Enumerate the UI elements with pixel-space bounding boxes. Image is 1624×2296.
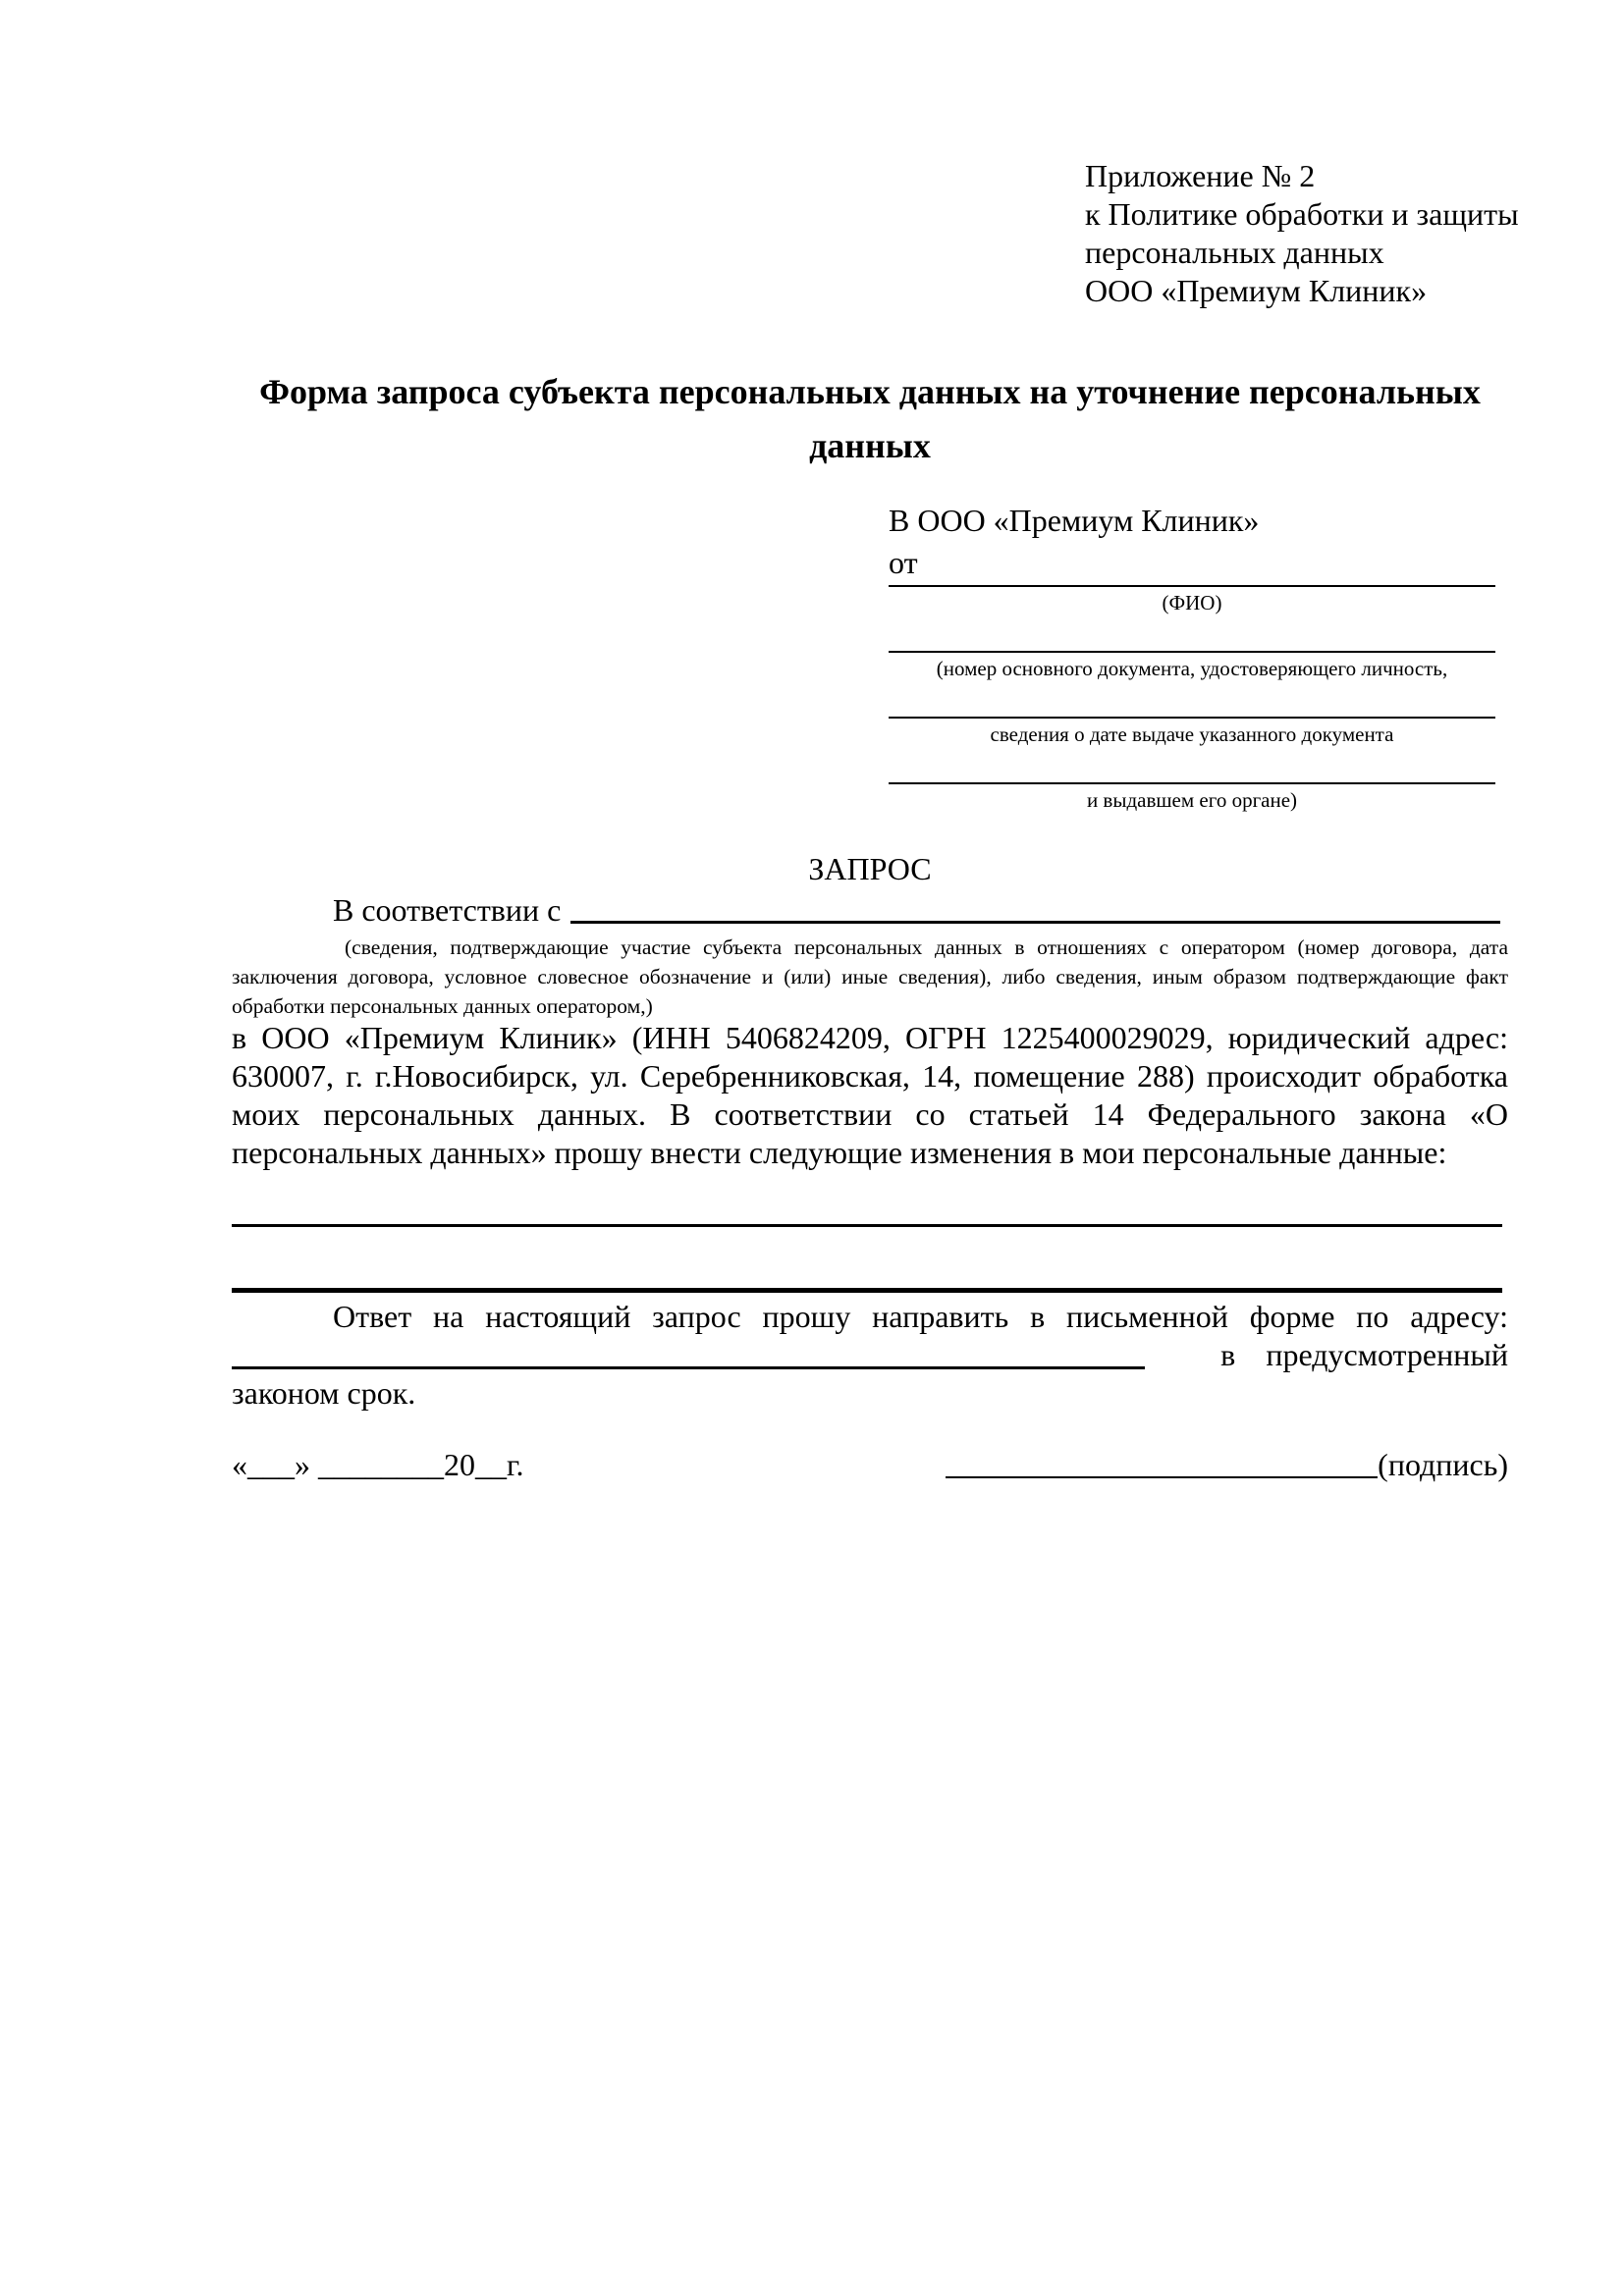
reply-word-in: в	[1220, 1337, 1236, 1372]
reply-word-prescribed: предусмотренный	[1266, 1337, 1508, 1372]
addressee-block	[889, 501, 1495, 813]
addressee-from-label: от	[889, 545, 918, 580]
issue-date-field	[889, 681, 1495, 747]
issuing-authority-field	[889, 747, 1495, 813]
reply-address-row	[232, 1336, 1508, 1374]
addressee-organization: В ООО «Премиум Клиник»	[889, 503, 1260, 538]
issue-date-blank-line	[889, 681, 1495, 719]
appendix-header-line: Приложение № 2	[1085, 158, 1316, 193]
date-blank-line: «___» ________20__г.	[232, 1447, 524, 1482]
address-blank-line	[232, 1366, 1145, 1369]
document-number-blank-line	[889, 615, 1495, 653]
fio-caption: (ФИО)	[1162, 591, 1222, 614]
intro-blank-line	[570, 891, 1500, 924]
appendix-header-line: ООО «Премиум Клиник»	[1085, 273, 1428, 308]
signature-group	[946, 1445, 1508, 1484]
signature-caption: (подпись)	[1378, 1447, 1508, 1482]
changes-blank-line-1	[232, 1224, 1502, 1227]
fio-blank-line	[889, 579, 1495, 587]
changes-blank-line-2	[232, 1288, 1502, 1293]
intro-prefix: В соответствии с	[333, 892, 562, 928]
intro-row	[232, 891, 1500, 929]
body-paragraph: в ООО «Премиум Клиник» (ИНН 5406824209, ОГРН 1225400029029, юридический адрес: 630007, г. г.Новосибирск, ул. Серебренниковская, 14, помещение 288) происходит обработка моих персональных данных. В соответствии со статьей 14 Федерального закона «О персональных данных» прошу внести следующие изменения в мои персональные данные:	[232, 1020, 1508, 1170]
reply-paragraph	[232, 1298, 1508, 1413]
appendix-header-line: к Политике обработки и защиты	[1085, 196, 1519, 232]
issuing-authority-blank-line	[889, 747, 1495, 784]
appendix-header-line: персональных данных	[1085, 235, 1384, 270]
document-number-caption: (номер основного документа, удостоверяющего личность,	[936, 657, 1448, 680]
issue-date-caption: сведения о дате выдаче указанного документа	[990, 722, 1394, 746]
reply-first-line: Ответ на настоящий запрос прошу направить в письменной форме по адресу:	[333, 1299, 1508, 1334]
request-heading: ЗАПРОС	[808, 851, 932, 886]
footnote-text: (сведения, подтверждающие участие субъекта персональных данных в отношениях с оператором (номер договора, дата заключения договора, условное словесное обозначение и (или) иные сведения), либо сведения, иным образом подтверждающие факт обработки персональных данных оператором,)	[232, 935, 1508, 1018]
reply-last-line: законом срок.	[232, 1375, 416, 1411]
document-title: Форма запроса субъекта персональных данных на уточнение персональных данных	[259, 372, 1481, 465]
signature-blank-line	[946, 1476, 1378, 1478]
appendix-header	[1085, 157, 1519, 310]
fio-field	[889, 579, 1495, 615]
document-number-field	[889, 615, 1495, 681]
issuing-authority-caption: и выдавшем его органе)	[1086, 788, 1298, 812]
footer-row	[232, 1445, 1508, 1484]
